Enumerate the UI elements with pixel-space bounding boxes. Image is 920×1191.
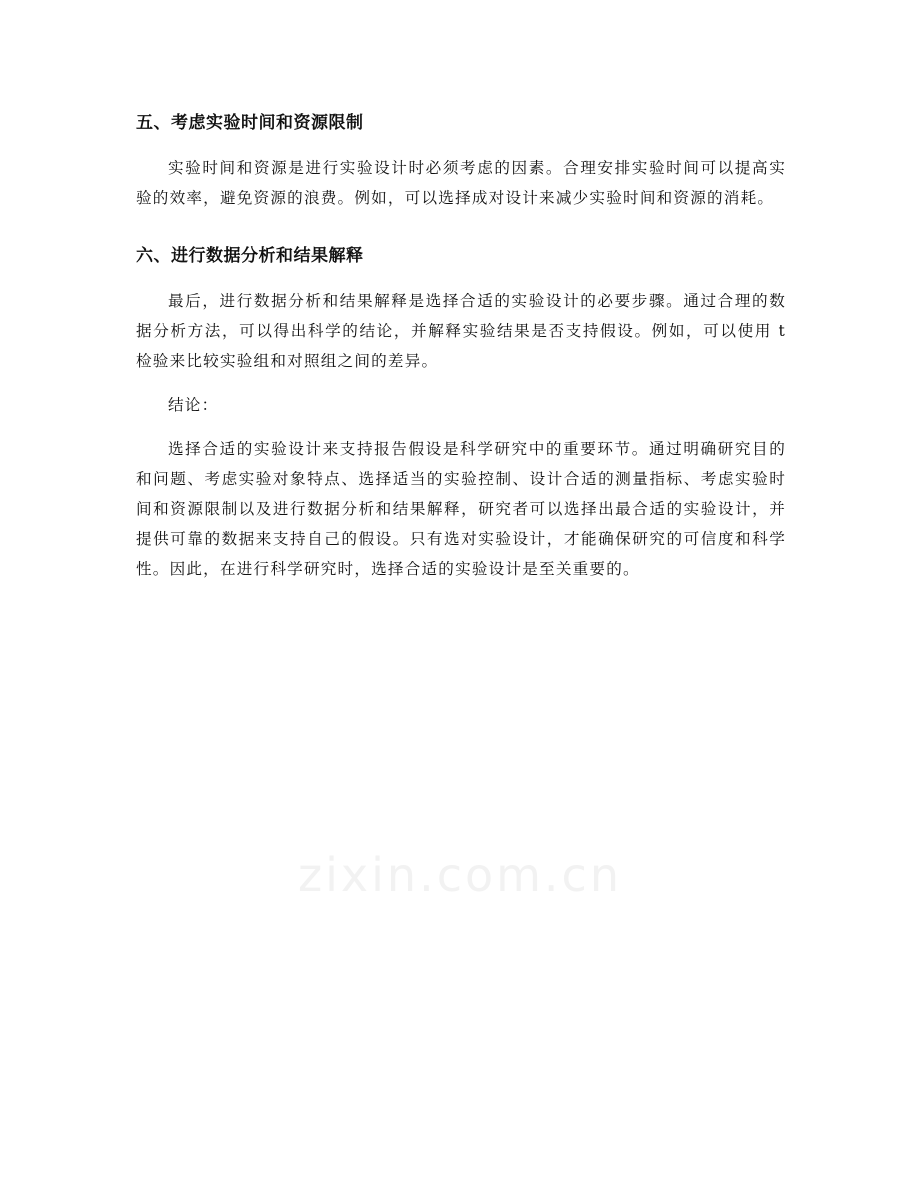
section-heading-5: 五、考虑实验时间和资源限制 (136, 113, 364, 133)
conclusion-paragraph: 选择合适的实验设计来支持报告假设是科学研究中的重要环节。通过明确研究目的和问题、考虑实验对象特点、选择适当的实验控制、设计合适的测量指标、考虑实验时间和资源限制以及进行数据分析和结果解释，研究者可以选择出最合适的实验设计，并提供可靠的数据来支持自己的假设。只有选对实验设计，才能确保研究的可信度和科学性。因此，在进行科学研究时，选择合适的实验设计是至关重要的。 (136, 440, 786, 578)
section-5-paragraph: 实验时间和资源是进行实验设计时必须考虑的因素。合理安排实验时间可以提高实验的效率，避免资源的浪费。例如，可以选择成对设计来减少实验时间和资源的消耗。 (136, 159, 786, 207)
section-heading-6: 六、进行数据分析和结果解释 (136, 246, 364, 266)
section-spacer (136, 227, 786, 233)
watermark-text: zixin.com.cn (297, 848, 623, 902)
conclusion-label: 结论： (168, 396, 219, 414)
document-content (136, 100, 786, 598)
section-6-paragraph: 最后，进行数据分析和结果解释是选择合适的实验设计的必要步骤。通过合理的数据分析方法，可以得出科学的结论，并解释实验结果是否支持假设。例如，可以使用 t 检验来比较实验组和对照组之间的差异。 (136, 292, 786, 370)
